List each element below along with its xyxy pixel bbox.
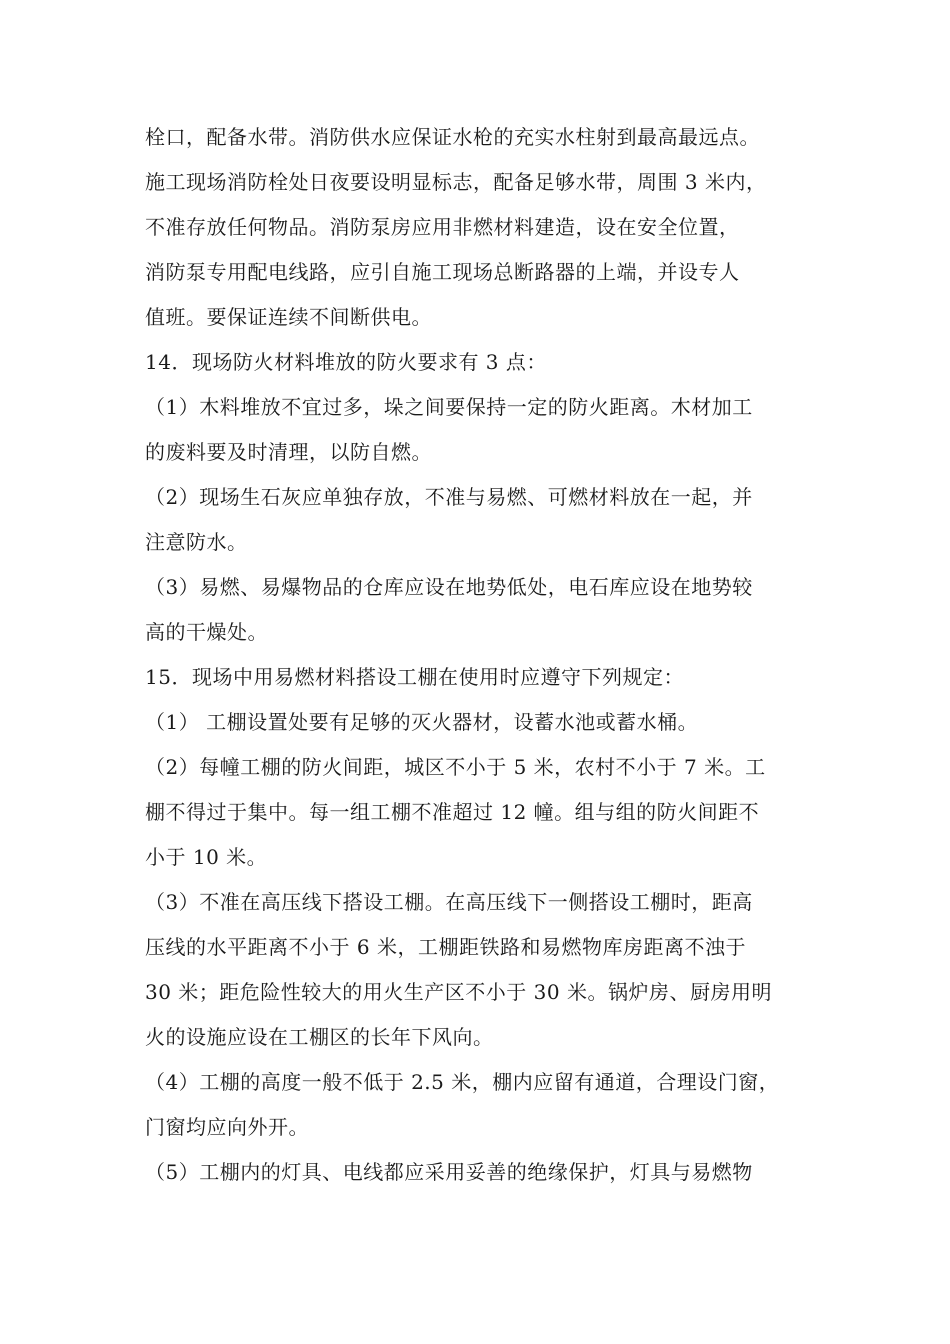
text-line: （5）工棚内的灯具、电线都应采用妥善的绝缘保护，灯具与易燃物 — [145, 1160, 753, 1184]
text-line: 高的干燥处。 — [145, 620, 268, 644]
text-line: （4）工棚的高度一般不低于 2.5 米，棚内应留有通道，合理设门窗， — [145, 1070, 780, 1094]
text-line: 门窗均应向外开。 — [145, 1115, 309, 1139]
text-line: （2）现场生石灰应单独存放，不准与易燃、可燃材料放在一起，并 — [145, 485, 753, 509]
text-line: （3）易燃、易爆物品的仓库应设在地势低处，电石库应设在地势较 — [145, 575, 753, 599]
text-line: 注意防水。 — [145, 530, 248, 554]
section-heading: 14．现场防火材料堆放的防火要求有 3 点： — [145, 350, 547, 374]
text-line: 栓口，配备水带。消防供水应保证水枪的充实水柱射到最高最远点。 — [145, 125, 760, 149]
text-line: （3）不准在高压线下搭设工棚。在高压线下一侧搭设工棚时，距高 — [145, 890, 753, 914]
text-line: 棚不得过于集中。每一组工棚不准超过 12 幢。组与组的防火间距不 — [145, 800, 760, 824]
text-line: 小于 10 米。 — [145, 845, 268, 869]
section-heading: 15．现场中用易燃材料搭设工棚在使用时应遵守下列规定： — [145, 665, 684, 689]
text-line: 不准存放任何物品。消防泵房应用非燃材料建造，设在安全位置， — [145, 215, 740, 239]
text-line: （1） 工棚设置处要有足够的灭火器材，设蓄水池或蓄水桶。 — [145, 710, 699, 734]
text-line: 火的设施应设在工棚区的长年下风向。 — [145, 1025, 494, 1049]
text-line: 值班。要保证连续不间断供电。 — [145, 305, 432, 329]
text-line: 消防泵专用配电线路，应引自施工现场总断路器的上端，并设专人 — [145, 260, 740, 284]
text-line: 的废料要及时清理，以防自燃。 — [145, 440, 432, 464]
text-line: （2）每幢工棚的防火间距，城区不小于 5 米，农村不小于 7 米。工 — [145, 755, 766, 779]
text-line: 30 米；距危险性较大的用火生产区不小于 30 米。锅炉房、厨房用明 — [145, 980, 772, 1004]
text-line: 压线的水平距离不小于 6 米，工棚距铁路和易燃物库房距离不浊于 — [145, 935, 746, 959]
document-body — [145, 115, 815, 1195]
text-line: （1）木料堆放不宜过多，垛之间要保持一定的防火距离。木材加工 — [145, 395, 753, 419]
text-line: 施工现场消防栓处日夜要设明显标志，配备足够水带，周围 3 米内， — [145, 170, 767, 194]
